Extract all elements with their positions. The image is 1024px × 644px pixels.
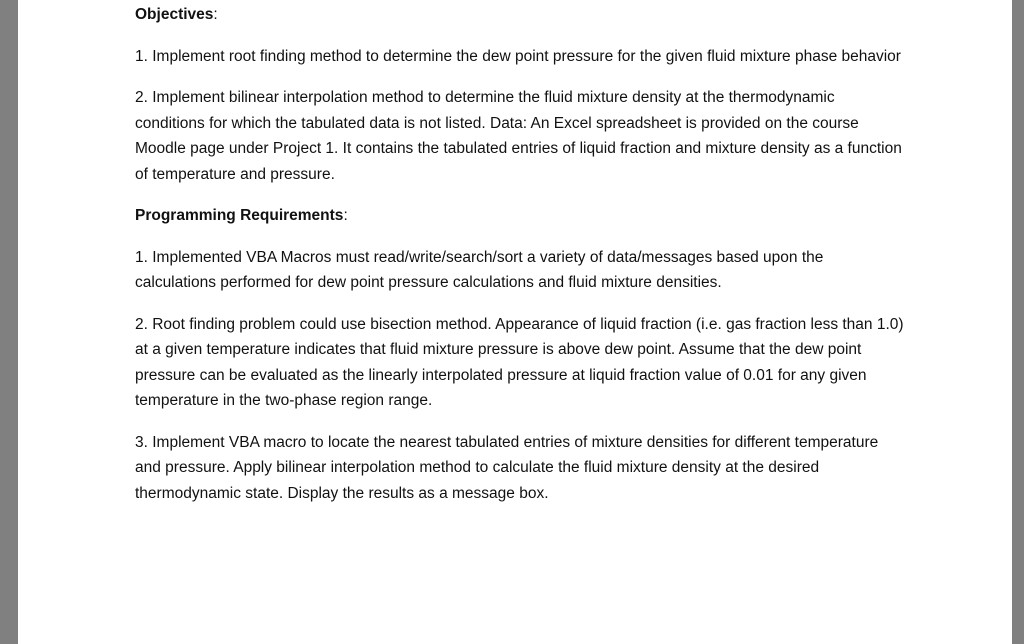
requirements-heading-text: Programming Requirements [135,207,344,224]
objectives-heading [135,2,905,28]
objective-item-2: 2. Implement bilinear interpolation method to determine the fluid mixture density at the thermodynamic conditions for which the tabulated data is not listed. Data: An Excel spreadsheet is provided on the course Moodle page under Project 1. It contains the tabulated entries of liquid fraction and mixture density as a function of temperature and pressure. [135,89,902,183]
document-content [135,2,905,506]
requirement-item-1: 1. Implemented VBA Macros must read/write/search/sort a variety of data/messages based upon the calculations performed for dew point pressure calculations and fluid mixture densities. [135,248,824,291]
document-page [18,0,1012,644]
objectives-heading-colon: : [213,6,218,23]
requirements-heading-colon: : [343,207,348,224]
objective-item-1: 1. Implement root finding method to determine the dew point pressure for the given fluid mixture phase behavior [135,47,901,65]
objectives-heading-text: Objectives [135,6,214,23]
requirement-item-2: 2. Root finding problem could use bisection method. Appearance of liquid fraction (i.e. gas fraction less than 1.0) at a given temperature indicates that fluid mixture pressure is above dew point. Assume that the dew point pressure can be evaluated as the linearly interpolated pressure at liquid fraction value of 0.01 for any given temperature in the two-phase region range. [135,315,904,409]
requirements-heading [135,203,905,229]
requirement-item-3: 3. Implement VBA macro to locate the nearest tabulated entries of mixture densities for different temperature and pressure. Apply bilinear interpolation method to calculate the fluid mixture density at the desired thermodynamic state. Display the results as a message box. [135,433,879,502]
